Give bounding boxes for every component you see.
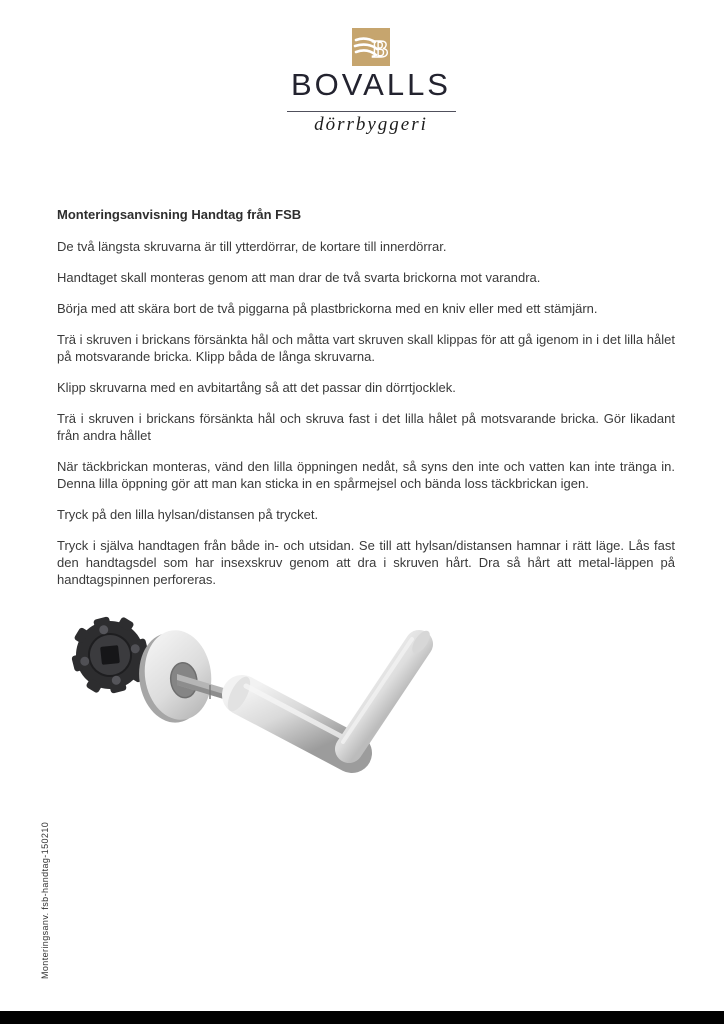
instruction-text: [57, 206, 675, 602]
paragraph: De två längsta skruvarna är till ytterdörrar, de kortare till innerdörrar.: [57, 239, 447, 254]
steel-rosette: [133, 626, 217, 727]
side-filing-label: Monteringsanv. fsb-handtag-150210: [40, 821, 50, 979]
handle-lever: [343, 628, 433, 749]
paragraph: Tryck i själva handtagen från både in- och utsidan. Se till att hylsan/distansen hamnar i rätt läge. Lås fast den handtagsdel som har insexskruv genom att dra i skruven hårt. Dra så hårt att metal-läppen på handtagspinnen perforeras.: [57, 538, 675, 587]
brand-name: BOVALLS: [290, 67, 451, 102]
paragraph: Tryck på den lilla hylsan/distansen på trycket.: [57, 507, 319, 522]
brand-tagline: dörrbyggeri: [314, 114, 428, 135]
paragraph: Handtaget skall monteras genom att man drar de två svarta brickorna mot varandra.: [57, 270, 541, 285]
paragraph: Klipp skruvarna med en avbitartång så att det passar din dörrtjocklek.: [57, 380, 456, 395]
bovalls-monogram-icon: [352, 28, 390, 66]
paragraph: När täckbrickan monteras, vänd den lilla öppningen nedåt, så syns den inte och vatten kan inte tränga in. Denna lilla öppning gör att man kan sticka in en spårmejsel och bända loss täckbrickan igen.: [57, 459, 675, 491]
handle-neck: [223, 673, 352, 753]
paragraph: Börja med att skära bort de två piggarna på plastbrickorna med en kniv eller med ett stämjärn.: [57, 301, 598, 316]
footer-bar: [0, 1011, 724, 1024]
paragraph: Trä i skruven i brickans försänkta hål och skruva fast i det lilla hålet på motsvarande bricka. Gör likadant från andra hållet: [57, 411, 675, 443]
document-heading: Monteringsanvisning Handtag från FSB: [57, 207, 302, 222]
paragraph: Trä i skruven i brickans försänkta hål och måtta vart skruven skall klippas för att gå igenom in i det lilla hålet på motsvarande bricka. Klipp båda de långa skruvarna.: [57, 332, 675, 364]
handle-exploded-view-image: [50, 582, 460, 827]
svg-text:B: B: [372, 37, 389, 63]
